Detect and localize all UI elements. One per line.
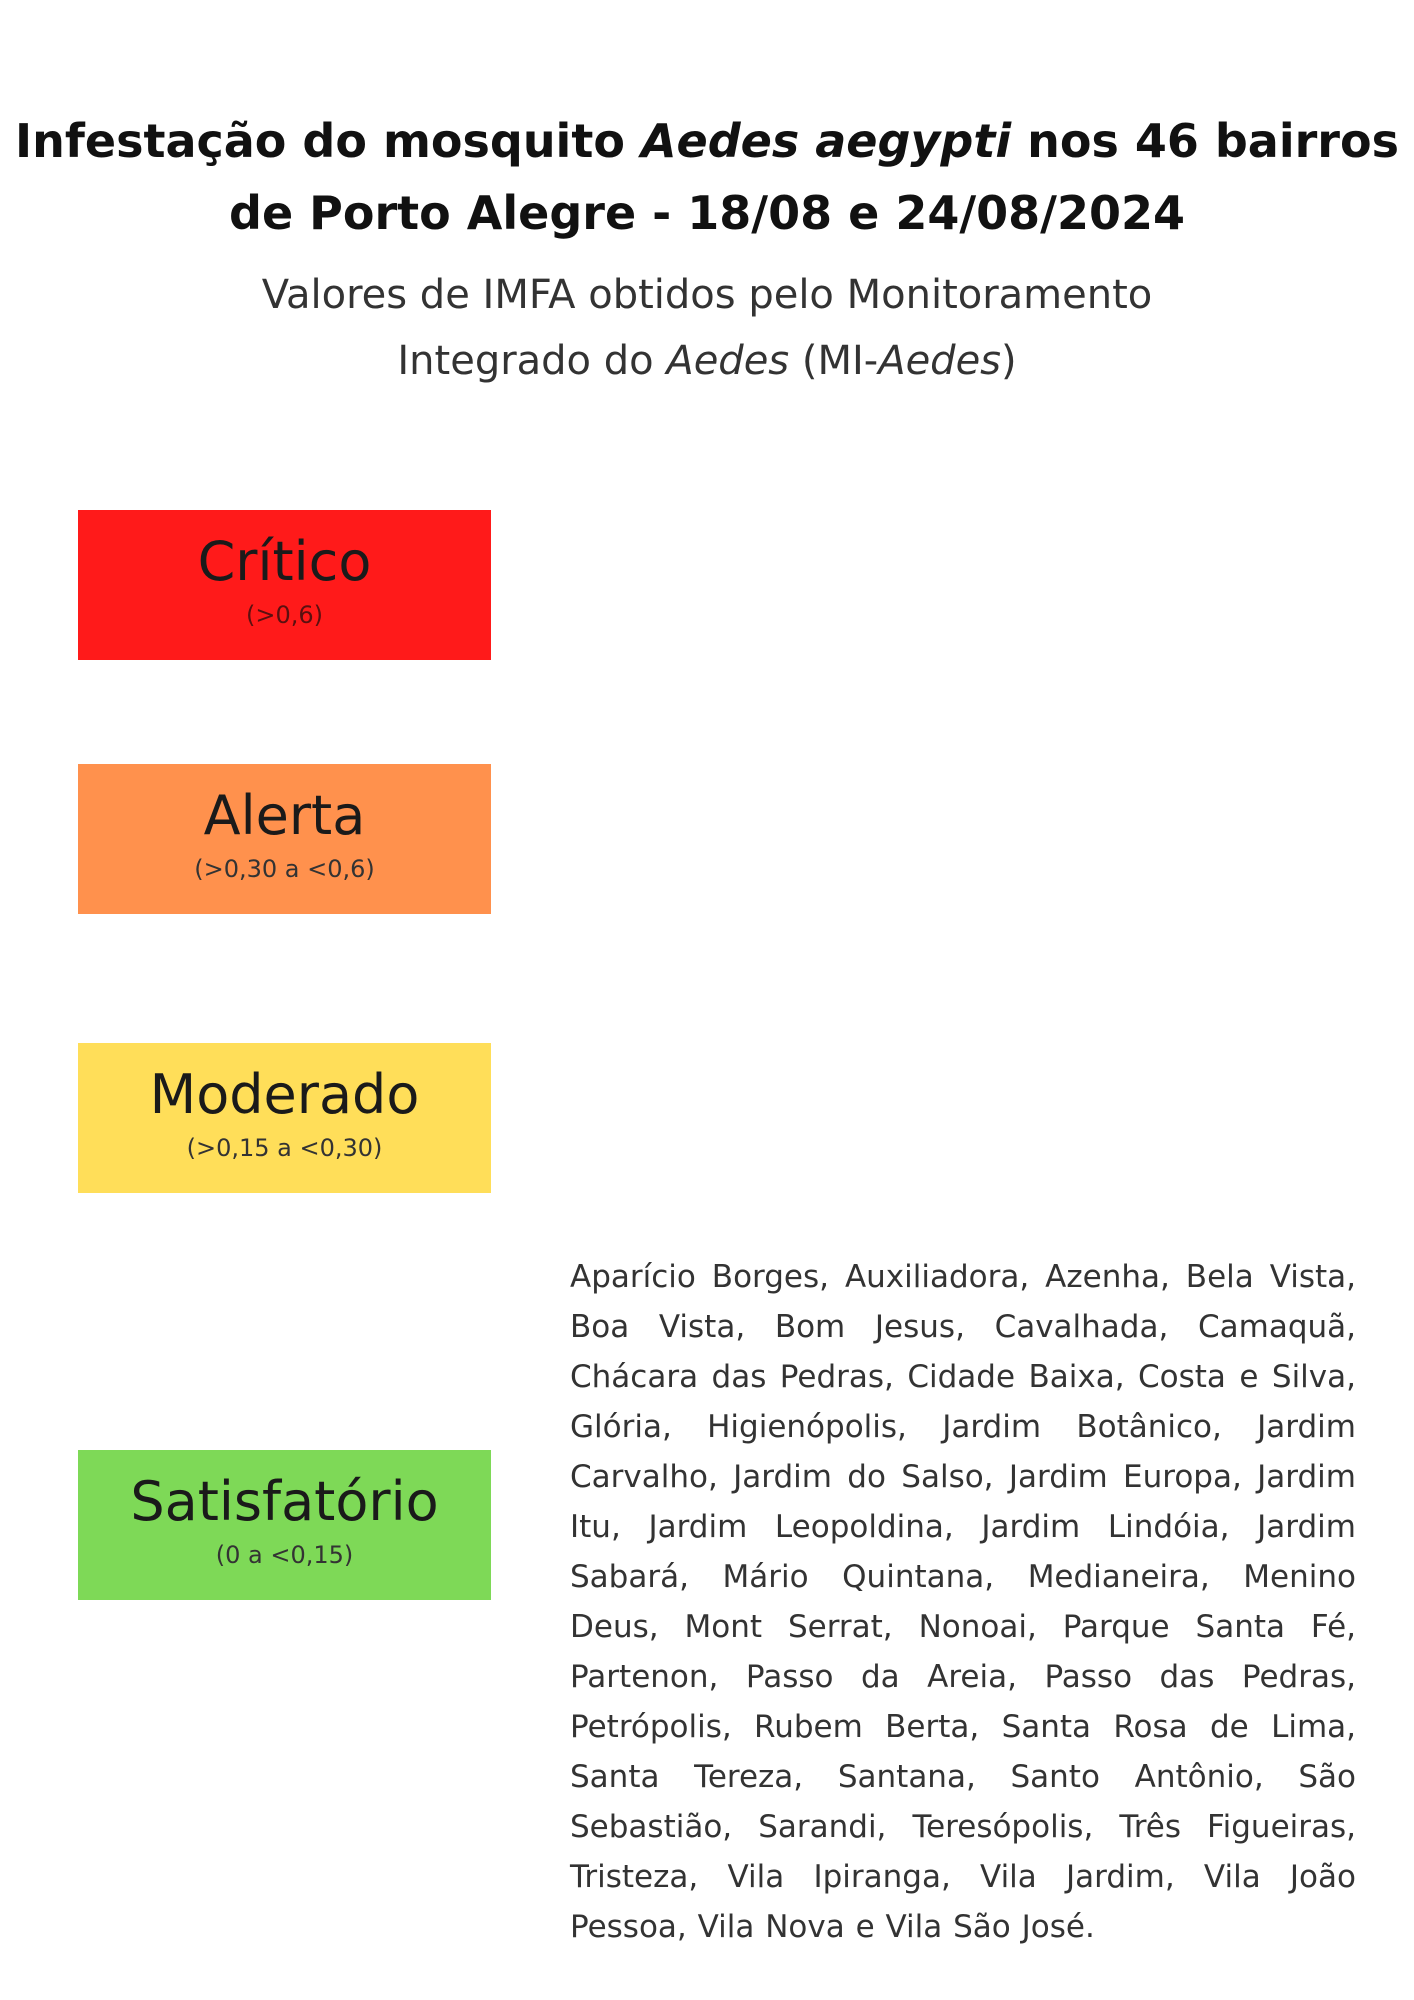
subtitle-line-1: Valores de IMFA obtidos pelo Monitoramento bbox=[261, 272, 1153, 318]
level-alerta-name: Alerta bbox=[203, 784, 366, 847]
level-satisfatorio-badge bbox=[78, 1450, 491, 1600]
satisfatorio-neighborhood-list: Aparício Borges, Auxiliadora, Azenha, Bela Vista, Boa Vista, Bom Jesus, Cavalhada, Camaquã, Chácara das Pedras, Cidade Baixa, Costa e Silva, Glória, Higienópolis, Jardim Botânico, Jardim Carvalho, Jardim do Salso, Jardim Europa, Jardim Itu, Jardim Leopoldina, Jardim Lindóia, Jardim Sabará, Mário Quintana, Medianeira, Menino Deus, Mont Serrat, Nonoai, Parque Santa Fé, Partenon, Passo da Areia, Passo das Pedras, Petrópolis, Rubem Berta, Santa Rosa de Lima, Santa Tereza, Santana, Santo Antônio, São Sebastião, Sarandi, Teresópolis, Três Figueiras, Tristeza, Vila Ipiranga, Vila Jardim, Vila João Pessoa, Vila Nova e Vila São José. bbox=[570, 1259, 1356, 1945]
level-moderado-badge bbox=[78, 1043, 491, 1193]
level-critico-range: (>0,6) bbox=[245, 601, 323, 629]
level-alerta-badge bbox=[78, 764, 491, 914]
level-moderado-name: Moderado bbox=[149, 1063, 420, 1126]
level-moderado-range: (>0,15 a <0,30) bbox=[186, 1134, 383, 1162]
title-suffix: nos 46 bairros bbox=[1011, 114, 1399, 168]
subtitle-genus: Aedes bbox=[666, 338, 790, 384]
subtitle-genus-2: Aedes bbox=[878, 338, 1002, 384]
title-line-2: de Porto Alegre - 18/08 e 24/08/2024 bbox=[229, 186, 1185, 240]
subtitle-mid: (MI- bbox=[789, 338, 879, 384]
title-prefix: Infestação do mosquito bbox=[15, 114, 641, 168]
page-subtitle bbox=[0, 262, 1414, 394]
level-alerta-range: (>0,30 a <0,6) bbox=[194, 855, 375, 883]
level-satisfatorio-range: (0 a <0,15) bbox=[215, 1541, 354, 1569]
level-satisfatorio-name: Satisfatório bbox=[130, 1470, 439, 1533]
page-title bbox=[0, 105, 1414, 249]
title-line-1 bbox=[0, 105, 1414, 177]
subtitle-prefix: Integrado do bbox=[397, 338, 667, 384]
level-critico-name: Crítico bbox=[197, 530, 372, 593]
level-critico-badge bbox=[78, 510, 491, 660]
subtitle-suffix: ) bbox=[1001, 338, 1017, 384]
title-species: Aedes aegypti bbox=[640, 114, 1012, 168]
subtitle-line-2 bbox=[0, 328, 1414, 394]
